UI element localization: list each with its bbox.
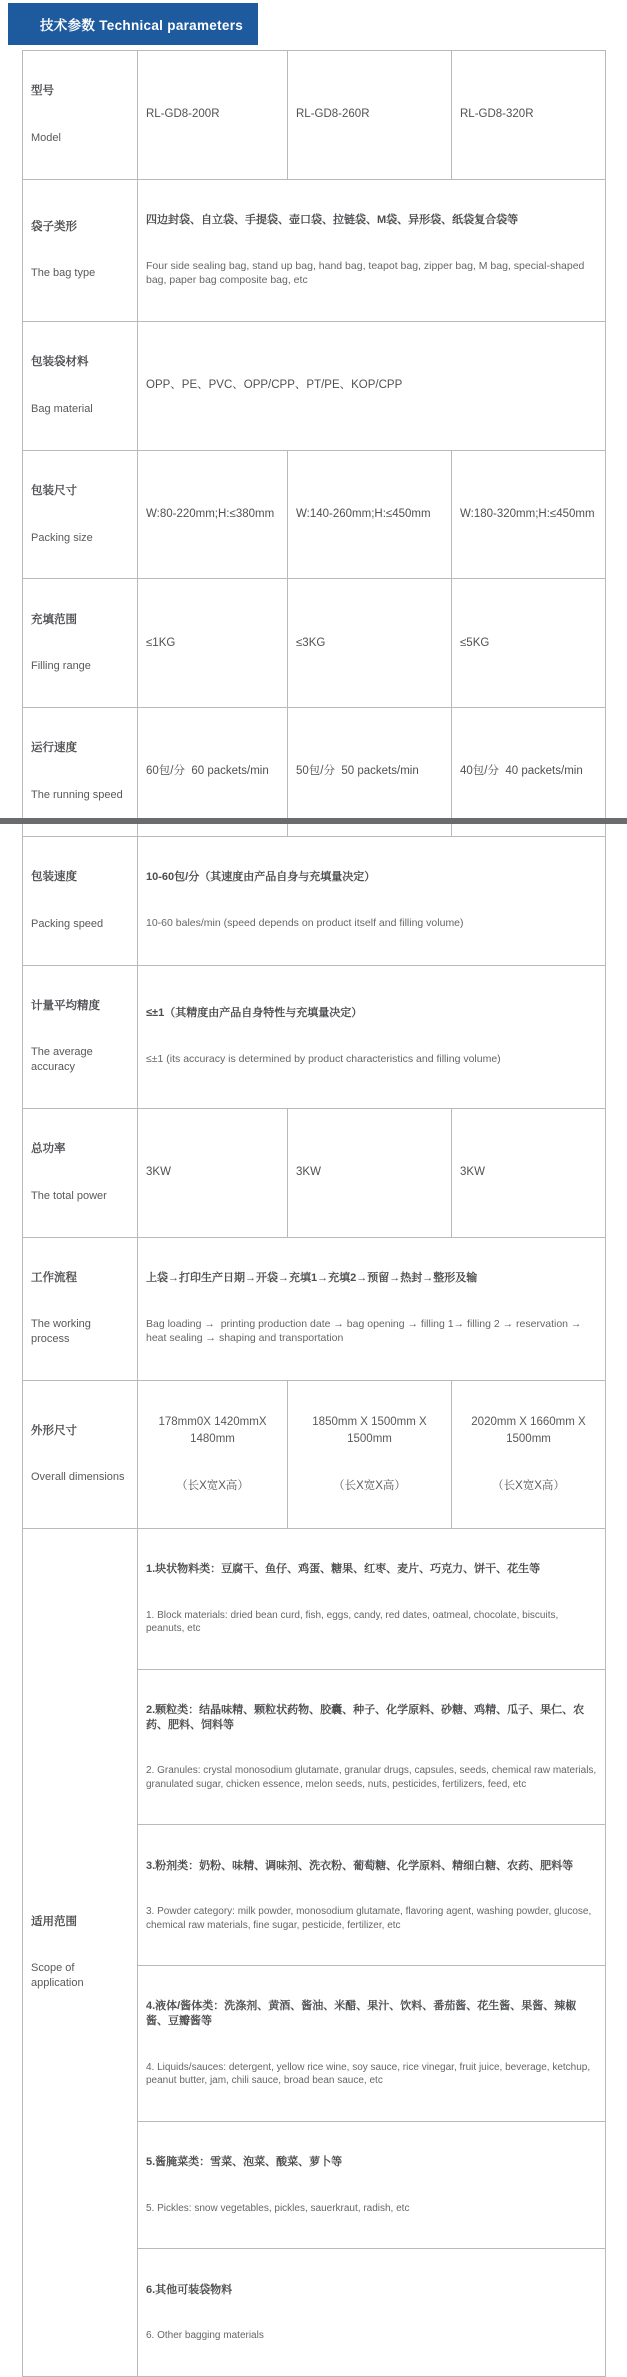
dimensions-size-2: 1850mm X 1500mm X 1500mm <box>312 1416 430 1445</box>
row-label-scope <box>23 1528 138 2376</box>
model-value-1: RL-GD8-200R <box>138 51 288 180</box>
dimensions-note-2: （长X宽X高） <box>333 1479 406 1492</box>
bag-type-value <box>138 179 606 321</box>
row-label-en: Packing speed <box>31 917 104 930</box>
scope-item-powder <box>138 1825 606 1966</box>
packing-size-value-2: W:140-260mm;H:≤450mm <box>288 450 452 579</box>
running-speed-value-2: 50包/分 50 packets/min <box>288 708 452 837</box>
packing-speed-zh: 10-60包/分（其速度由产品自身与充填量决定） <box>146 871 376 884</box>
scope-item-zh: 4.液体/酱体类：洗涤剂、黄酒、酱油、米醋、果汁、饮料、番茄酱、花生酱、果酱、辣椒酱、豆瓣酱等 <box>146 2000 577 2027</box>
packing-speed-value <box>138 836 606 965</box>
row-label-en: Model <box>31 131 61 144</box>
section-title-banner <box>8 3 258 45</box>
model-value-2: RL-GD8-260R <box>288 51 452 180</box>
working-process-en: Bag loading → printing production date → bag opening → filling 1→ filling 2 → reservation → heat sealing → shaping and transportation <box>146 1318 585 1345</box>
packing-size-value-3: W:180-320mm;H:≤450mm <box>452 450 606 579</box>
bag-material-value: OPP、PE、PVC、OPP/CPP、PT/PE、KOP/CPP <box>138 321 606 450</box>
scope-item-liquids <box>138 1966 606 2121</box>
row-label-packing-speed <box>23 836 138 965</box>
row-label-zh: 总功率 <box>31 1143 66 1156</box>
row-label-zh: 包装速度 <box>31 871 77 884</box>
row-label-working-process <box>23 1237 138 1380</box>
scope-item-zh: 1.块状物料类：豆腐干、鱼仔、鸡蛋、糖果、红枣、麦片、巧克力、饼干、花生等 <box>146 1563 541 1576</box>
packing-speed-en: 10-60 bales/min (speed depends on product itself and filling volume) <box>146 917 464 930</box>
row-label-packing-size <box>23 450 138 579</box>
bottom-divider-bar <box>0 818 627 824</box>
scope-item-pickles <box>138 2121 606 2249</box>
row-total-power <box>23 1108 606 1237</box>
row-label-zh: 型号 <box>31 85 54 98</box>
row-label-zh: 充填范围 <box>31 613 77 626</box>
row-label-en: The bag type <box>31 267 96 280</box>
row-label-model <box>23 51 138 180</box>
scope-item-en: 4. Liquids/sauces: detergent, yellow rice wine, soy sauce, rice vinegar, fruit juice, beverage, ketchup, peanut butter, jam, chili sauce, broad bean sauce, etc <box>146 2061 593 2086</box>
dimensions-size-3: 2020mm X 1660mm X 1500mm <box>471 1416 589 1445</box>
running-speed-value-3: 40包/分 40 packets/min <box>452 708 606 837</box>
dimensions-value-3 <box>452 1380 606 1528</box>
scope-item-en: 5. Pickles: snow vegetables, pickles, sauerkraut, radish, etc <box>146 2202 410 2214</box>
row-scope-block <box>23 1528 606 1669</box>
row-label-zh: 袋子类形 <box>31 220 77 233</box>
row-overall-dimensions <box>23 1380 606 1528</box>
scope-item-en: 6. Other bagging materials <box>146 2330 264 2342</box>
filling-range-value-1: ≤1KG <box>138 579 288 708</box>
dimensions-size-1: 178mm0X 1420mmX 1480mm <box>158 1416 270 1445</box>
row-bag-type <box>23 179 606 321</box>
row-label-zh: 包装袋材料 <box>31 356 89 369</box>
average-accuracy-value <box>138 965 606 1108</box>
row-label-en: Packing size <box>31 531 93 544</box>
row-label-en: The total power <box>31 1189 107 1202</box>
technical-parameters-table <box>22 50 606 2377</box>
row-label-filling-range <box>23 579 138 708</box>
bag-type-en: Four side sealing bag, stand up bag, hand bag, teapot bag, zipper bag, M bag, special-shaped bag, paper bag composite bag, etc <box>146 259 588 286</box>
scope-item-en: 2. Granules: crystal monosodium glutamate, granular drugs, capsules, seeds, chemical raw materials, granulated sugar, chicken essence, melon seeds, nuts, pesticides, fertilizers, feed, etc <box>146 1765 599 1790</box>
scope-item-block <box>138 1528 606 1669</box>
row-filling-range <box>23 579 606 708</box>
scope-item-zh: 6.其他可装袋物料 <box>146 2283 233 2296</box>
scope-item-en: 3. Powder category: milk powder, monosodium glutamate, flavoring agent, washing powder, glucose, chemical raw materials, fine sugar, pesticide, fertilizer, etc <box>146 1906 595 1931</box>
working-process-zh: 上袋→打印生产日期→开袋→充填1→充填2→预留→热封→整形及输 <box>146 1272 478 1285</box>
row-model <box>23 51 606 180</box>
total-power-value-3: 3KW <box>452 1108 606 1237</box>
row-label-en: The average accuracy <box>31 1046 96 1073</box>
section-title: 技术参数 Technical parameters <box>40 18 244 33</box>
dimensions-note-1: （长X宽X高） <box>176 1479 249 1492</box>
total-power-value-1: 3KW <box>138 1108 288 1237</box>
row-average-accuracy <box>23 965 606 1108</box>
row-label-zh: 计量平均精度 <box>31 999 100 1012</box>
scope-item-other <box>138 2249 606 2377</box>
row-label-average-accuracy <box>23 965 138 1108</box>
row-label-en: Bag material <box>31 402 93 415</box>
row-label-zh: 运行速度 <box>31 742 77 755</box>
row-label-en: The running speed <box>31 789 123 801</box>
filling-range-value-3: ≤5KG <box>452 579 606 708</box>
working-process-value <box>138 1237 606 1380</box>
average-accuracy-zh: ≤±1（其精度由产品自身特性与充填量决定） <box>146 1007 363 1020</box>
row-label-zh: 适用范围 <box>31 1915 77 1928</box>
scope-item-zh: 3.粉剂类：奶粉、味精、调味剂、洗衣粉、葡萄糖、化学原料、精细白糖、农药、肥料等 <box>146 1859 574 1872</box>
row-label-bag-type <box>23 179 138 321</box>
row-label-en: The working process <box>31 1318 94 1345</box>
row-label-zh: 外形尺寸 <box>31 1424 77 1437</box>
row-label-en: Scope of application <box>31 1962 84 1989</box>
row-label-zh: 工作流程 <box>31 1271 77 1284</box>
scope-item-zh: 5.酱腌菜类：雪菜、泡菜、酸菜、萝卜等 <box>146 2155 343 2168</box>
scope-item-granules <box>138 1669 606 1824</box>
row-label-en: Overall dimensions <box>31 1471 125 1484</box>
scope-item-zh: 2.颗粒类：结晶味精、颗粒状药物、胶囊、种子、化学原料、砂糖、鸡精、瓜子、果仁、农药、肥料、饲料等 <box>146 1704 585 1731</box>
row-label-overall-dimensions <box>23 1380 138 1528</box>
running-speed-value-1: 60包/分 60 packets/min <box>138 708 288 837</box>
total-power-value-2: 3KW <box>288 1108 452 1237</box>
row-bag-material <box>23 321 606 450</box>
row-label-total-power <box>23 1108 138 1237</box>
average-accuracy-en: ≤±1 (its accuracy is determined by product characteristics and filling volume) <box>146 1053 501 1066</box>
row-packing-size <box>23 450 606 579</box>
filling-range-value-2: ≤3KG <box>288 579 452 708</box>
model-value-3: RL-GD8-320R <box>452 51 606 180</box>
row-label-bag-material <box>23 321 138 450</box>
dimensions-value-1 <box>138 1380 288 1528</box>
dimensions-value-2 <box>288 1380 452 1528</box>
row-label-en: Filling range <box>31 660 91 673</box>
row-label-zh: 包装尺寸 <box>31 485 77 498</box>
scope-item-en: 1. Block materials: dried bean curd, fish, eggs, candy, red dates, oatmeal, chocolate, biscuits, peanuts, etc <box>146 1610 562 1635</box>
packing-size-value-1: W:80-220mm;H:≤380mm <box>138 450 288 579</box>
row-working-process <box>23 1237 606 1380</box>
row-packing-speed <box>23 836 606 965</box>
dimensions-note-3: （长X宽X高） <box>492 1479 565 1492</box>
bag-type-zh: 四边封袋、自立袋、手提袋、壶口袋、拉链袋、M袋、异形袋、纸袋复合袋等 <box>146 214 519 227</box>
